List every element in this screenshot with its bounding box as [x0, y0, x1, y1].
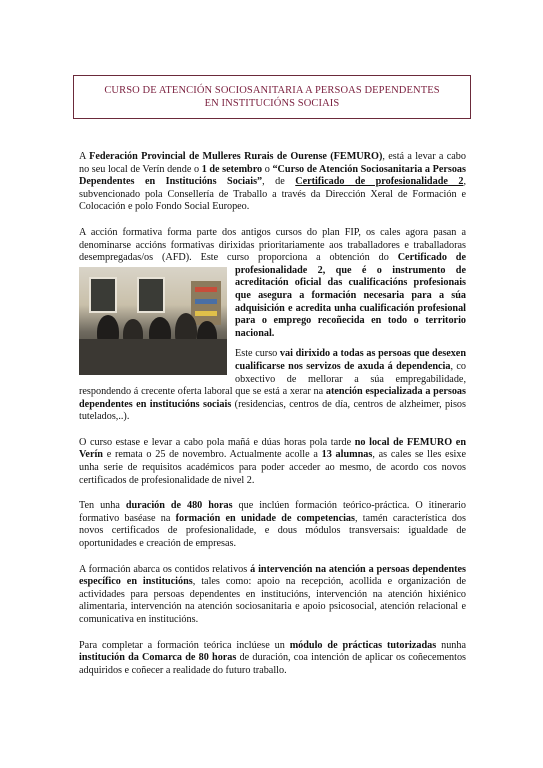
body-text-run: , de	[262, 176, 296, 188]
body-text-run: módulo de prácticas tutorizadas	[289, 639, 437, 651]
body-text-run: Certificado de profesionalidade 2, que é o instrumento de acreditación oficial das cualificacións profesionais que asegura a formación necesaria para a súa adquisición e acredita unha cualificación profesional para o emprego recoñecida en todo o territorio nacional.	[235, 252, 466, 339]
body-text-run: A	[79, 151, 90, 162]
body-text-run: “Curso de Atención Sociosanitaria a Persoas Dependentes en Institucións Sociais”	[79, 163, 466, 188]
body-text-run: , está a levar a cabo no seu local de Verín dende o	[79, 151, 466, 175]
body-text-run: Federación Provincial de Mulleres Rurais de Ourense (FEMURO)	[89, 151, 383, 162]
paragraph-schedule	[79, 437, 466, 487]
body-text-run: no local de FEMURO en Verín	[79, 436, 466, 461]
body-text-run: o	[262, 163, 273, 175]
body-text-run: institución da Comarca de 80 horas	[79, 652, 237, 664]
body-text-run: , tales como: apoio na recepción, acollida e organización de actividades para persoas dependentes en institucións, intervención na atención hixiénico alimentaria, intervención na atención sociosanitaria e apoio psicosocial, atención relacional e comunicativa en institucións.	[79, 576, 466, 625]
paragraph-afd	[79, 227, 466, 340]
body-text-run: formación en unidade de competencias	[175, 512, 355, 524]
body-text-run: nunha	[436, 639, 466, 651]
body-text-run: atención especializada a persoas dependentes en institucións sociais	[79, 386, 466, 410]
body-text-run: 1 de setembro	[201, 163, 263, 175]
title-line-1: CURSO DE ATENCIÓN SOCIOSANITARIA A PERSOAS DEPENDENTES	[104, 85, 440, 96]
body-text-run: , co obxectivo de mellorar a súa empregabilidade, respondendo á crecente oferta laboral que se está a xerar na	[79, 360, 466, 398]
body-text-run: , subvencionado pola Consellería de Traballo a través da Dirección Xeral de Formación e Colocación e polo Fondo Social Europeo.	[79, 176, 466, 213]
body-text-run: A formación abarca os contidos relativos	[79, 563, 251, 575]
body-text-run: Certificado de profesionalidade 2	[295, 176, 464, 188]
paragraph-intro	[79, 151, 466, 214]
body-text-run: de duración, coa intención de aplicar os coñecementos adquiridos e coñecer a realidade do futuro traballo.	[79, 652, 466, 676]
document-body	[79, 151, 466, 690]
title-line-2: EN INSTITUCIÓNS SOCIAIS	[204, 98, 340, 109]
classroom-photo	[79, 267, 227, 375]
paragraph-practices	[79, 640, 466, 678]
paragraph-duration	[79, 500, 466, 550]
body-text-run: e remata o 25 de novembro. Actualmente acolle a	[102, 449, 322, 461]
body-text-run: duración de 480 horas	[125, 500, 233, 512]
body-text-run: 13 alumnas	[321, 449, 373, 461]
body-text-run: A acción formativa forma parte dos antigos cursos do plan FIP, os cales agora pasan a denominarse accións formativas dirixidas prioritariamente aos traballadores e traballadoras desempregadas/os (AFD). Este curso proporciona a obtención do	[79, 226, 466, 264]
body-text-run: vai dirixido a todas as persoas que desexen cualificarse nos servizos de axuda á dependencia	[235, 348, 466, 372]
body-text-run: , tamén característica dos novos certificados de profesionalidade, e dous módulos transversais: igualdade de oportunidades e creación de empresas.	[79, 512, 466, 550]
body-text-run: á intervención na atención a persoas dependentes específico en institucións	[79, 563, 467, 588]
body-text-run: (residencias, centros de día, centros de alzheimer, pisos tutelados,..).	[79, 398, 466, 423]
title-box	[73, 75, 471, 119]
body-text-run: O curso estase e levar a cabo pola mañá e dúas horas pola tarde	[79, 436, 355, 448]
document-title	[104, 84, 439, 110]
body-text-run: Este curso	[235, 348, 280, 360]
body-text-run: Ten unha	[79, 500, 126, 512]
body-text-run: que inclúen formación teórico-práctica. O itinerario formativo baséase na	[79, 500, 466, 524]
paragraph-contents	[79, 564, 466, 627]
body-text-run: Para completar a formación teórica inclúese un	[79, 639, 290, 651]
body-text-run: , as cales se lles esixe unha serie de requisitos académicos para poder acceder ao mesmo, de acordo cos novos certificados de profesionalidade de nivel 2.	[79, 449, 466, 486]
